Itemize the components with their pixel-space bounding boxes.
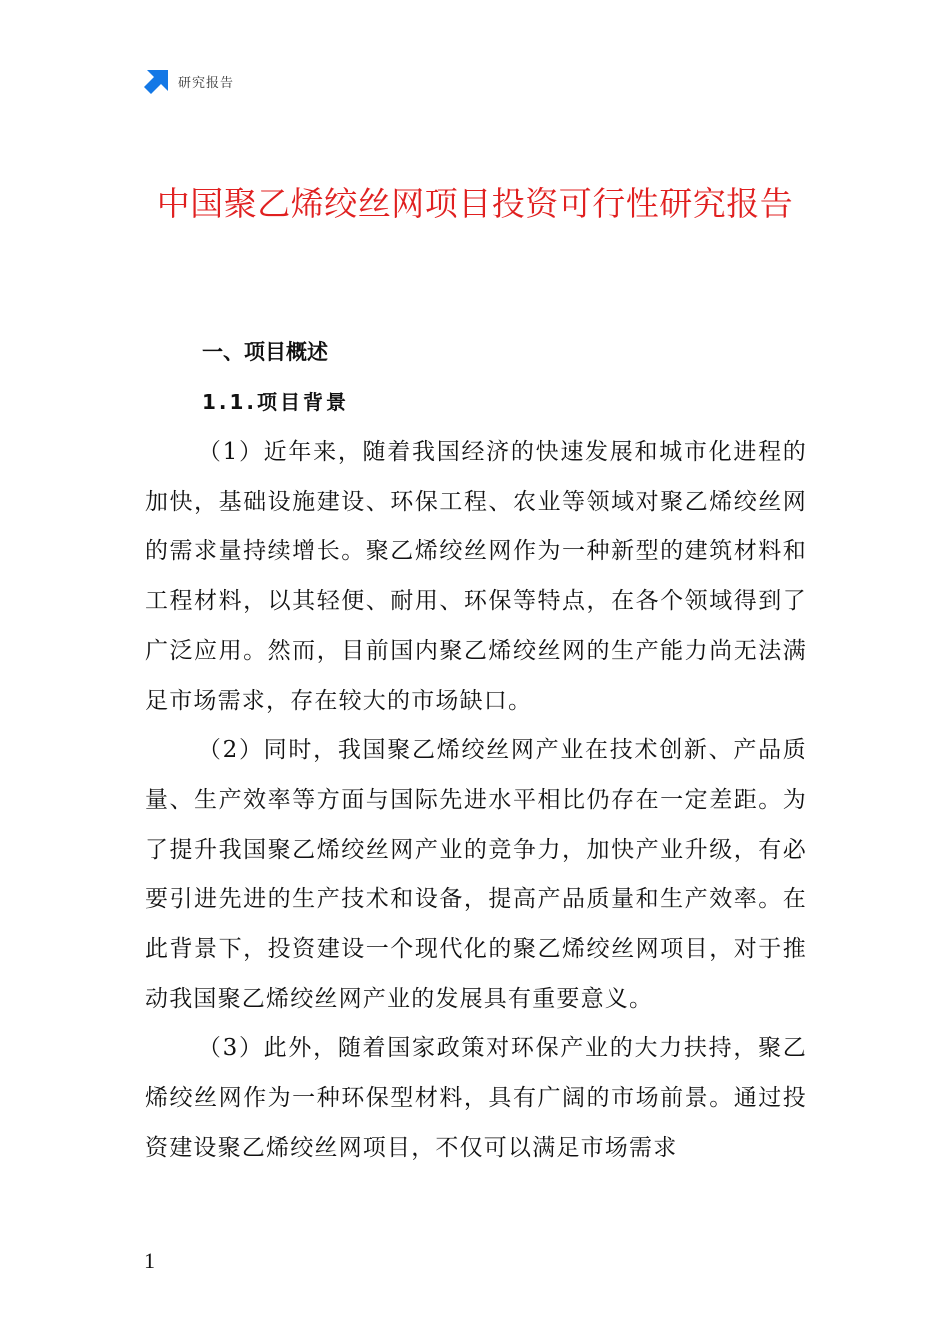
body-text	[145, 428, 807, 1174]
document-title: 中国聚乙烯绞丝网项目投资可行性研究报告	[156, 184, 794, 223]
subsection-heading: 1.1.项目背景	[202, 390, 350, 414]
report-header	[144, 66, 234, 96]
paragraph-2: （2）同时，我国聚乙烯绞丝网产业在技术创新、产品质量、生产效率等方面与国际先进水平相比仍存在一定差距。为了提升我国聚乙烯绞丝网产业的竞争力，加快产业升级，有必要引进先进的生产技术和设备，提高产品质量和生产效率。在此背景下，投资建设一个现代化的聚乙烯绞丝网项目，对于推动我国聚乙烯绞丝网产业的发展具有重要意义。	[145, 737, 807, 1012]
paragraph-3: （3）此外，随着国家政策对环保产业的大力扶持，聚乙烯绞丝网作为一种环保型材料，具有广阔的市场前景。通过投资建设聚乙烯绞丝网项目，不仅可以满足市场需求	[145, 1035, 807, 1161]
paragraph-1: （1）近年来，随着我国经济的快速发展和城市化进程的加快，基础设施建设、环保工程、农业等领域对聚乙烯绞丝网的需求量持续增长。聚乙烯绞丝网作为一种新型的建筑材料和工程材料，以其轻便、耐用、环保等特点，在各个领域得到了广泛应用。然而，目前国内聚乙烯绞丝网的生产能力尚无法满足市场需求，存在较大的市场缺口。	[145, 439, 807, 714]
section-heading: 一、项目概述	[202, 340, 328, 364]
arrow-up-right-logo-icon	[144, 68, 170, 94]
header-label: 研究报告	[178, 75, 235, 91]
page-number: 1	[144, 1248, 155, 1273]
